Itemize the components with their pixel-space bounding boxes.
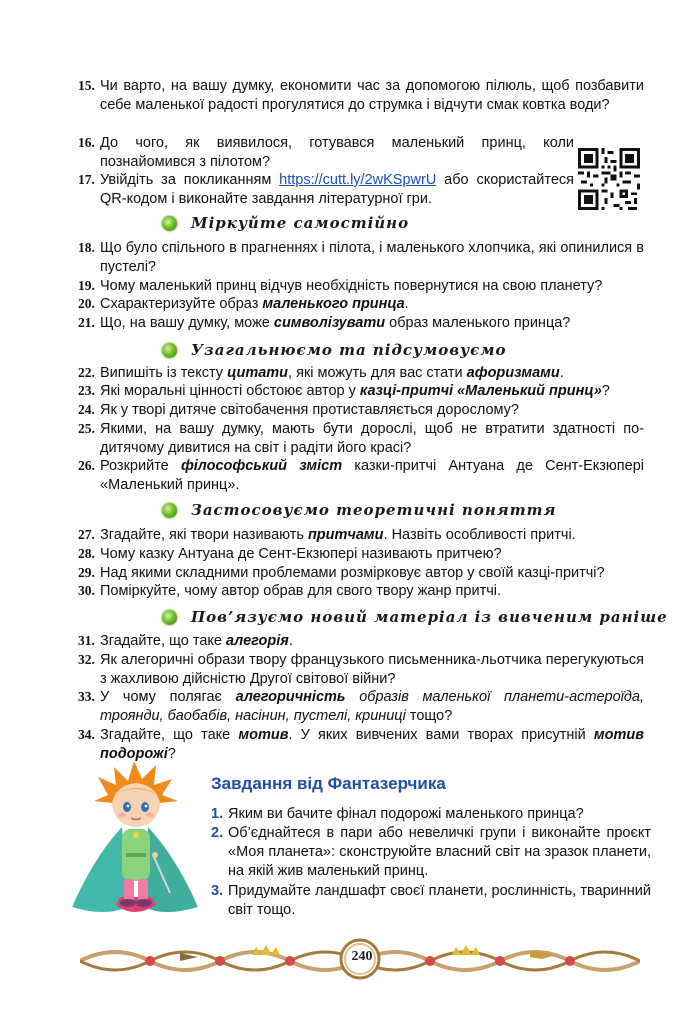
question-text: Згадайте, що таке мотив. У яких вивчених вами творах присутній мотив подорожі? [100, 727, 644, 762]
question-24 [78, 401, 644, 420]
question-number: 21. [78, 315, 95, 330]
question-25 [78, 420, 644, 457]
question-number: 34. [78, 727, 95, 742]
question-text: У чому полягає алегоричність образів маленької планети-астероїда, троянди, баобабів, насінин, пустелі, криниці тощо? [100, 689, 644, 724]
question-number: 16. [78, 135, 95, 150]
question-26 [78, 457, 644, 494]
question-20 [78, 295, 644, 314]
question-text: Як алегоричні образи твору французького письменника-льотчика перегукуються з жахливою дійсністю Другої світової війни? [100, 652, 644, 687]
green-bullet-icon [162, 343, 177, 358]
page-number: 240 [351, 949, 373, 964]
question-number: 17. [78, 172, 95, 187]
section-heading [162, 212, 409, 234]
section-title: Застосовуємо теоретичні поняття [191, 501, 557, 519]
question-30 [78, 582, 644, 601]
question-23 [78, 382, 644, 401]
question-number: 30. [78, 583, 95, 598]
section-heading [162, 606, 668, 628]
question-text: Згадайте, які твори називають притчами. Назвіть особливості притчі. [100, 527, 576, 543]
question-number: 28. [78, 546, 95, 561]
task-1 [211, 805, 651, 824]
question-27 [78, 526, 644, 545]
task-number: 3. [211, 883, 224, 899]
green-bullet-icon [162, 216, 177, 231]
question-text: Згадайте, що таке алегорія. [100, 633, 293, 649]
green-bullet-icon [162, 610, 177, 625]
question-text: Які моральні цінності обстоює автор у казці-притчі «Маленький принц»? [100, 383, 610, 399]
qr-code[interactable] [578, 148, 640, 210]
section-title: Пов’язуємо новий матеріал із вивченим раніше [191, 608, 668, 626]
question-text: Чи варто, на вашу думку, економити час за допомогою пілюль, щоб позбавити себе маленької радості прогулятися до струмка і відчути смак ковтка води? [100, 78, 644, 113]
question-17 [78, 171, 644, 208]
section-heading [162, 339, 507, 361]
task-text: Об’єднайтеся в пари або невеличкі групи і виконайте проєкт «Моя планета»: сконструюйте власний світ на зразок планети, на якій жив маленький принц. [228, 825, 651, 879]
question-number: 33. [78, 689, 95, 704]
question-text: Що було спільного в прагненнях і пілота, і маленького хлопчика, які опинилися в пустелі? [100, 240, 644, 275]
question-text: Схарактеризуйте образ маленького принца. [100, 296, 409, 312]
section-title: Узагальнюємо та підсумовуємо [191, 341, 507, 359]
question-29 [78, 564, 644, 583]
task-text: Придумайте ландшафт своєї планети, рослинність, тваринний світ тощо. [228, 883, 651, 918]
question-number: 15. [78, 78, 95, 93]
question-15 [78, 77, 644, 114]
task-text: Яким ви бачите фінал подорожі маленького принца? [228, 806, 584, 822]
question-28 [78, 545, 644, 564]
question-32 [78, 651, 644, 688]
green-bullet-icon [162, 503, 177, 518]
little-prince-illustration [64, 757, 204, 922]
question-text: Що, на вашу думку, може символізувати образ маленького принца? [100, 315, 571, 331]
question-text: Випишіть із тексту цитати, які можуть для вас стати афоризмами. [100, 365, 564, 381]
question-number: 25. [78, 421, 95, 436]
question-33 [78, 688, 644, 725]
cutt-link[interactable]: https://cutt.ly/2wKSpwrU [279, 172, 437, 188]
question-31 [78, 632, 644, 651]
question-number: 18. [78, 240, 95, 255]
question-number: 31. [78, 633, 95, 648]
question-number: 32. [78, 652, 95, 667]
question-text: Увійдіть за покликанням https://cutt.ly/2wKSpwrU або скористайтеся QR-кодом і виконайте завдання літературної гри. [100, 172, 574, 207]
section-heading [162, 499, 556, 521]
tasks-title: Завдання від Фантазерчика [211, 774, 446, 793]
question-19 [78, 277, 644, 296]
question-18 [78, 239, 644, 276]
question-number: 23. [78, 383, 95, 398]
task-2 [211, 824, 651, 881]
question-text: Поміркуйте, чому автор обрав для свого твору жанр притчі. [100, 583, 502, 599]
task-number: 2. [211, 825, 224, 841]
question-text: Над якими складними проблемами розмірковує автор у своїй казці-притчі? [100, 565, 605, 581]
question-22 [78, 364, 644, 383]
question-number: 24. [78, 402, 95, 417]
question-text: Якими, на вашу думку, мають бути дорослі, щоб не втратити здатності по-дитячому дивитися на світ і радіти його красі? [100, 421, 644, 456]
question-text: До чого, як виявилося, готувався маленький принц, коли познайомився з пілотом? [100, 135, 574, 170]
question-number: 20. [78, 296, 95, 311]
question-number: 27. [78, 527, 95, 542]
question-21 [78, 314, 644, 333]
question-number: 29. [78, 565, 95, 580]
question-text: Як у творі дитяче світобачення протиставляється дорослому? [100, 402, 519, 418]
question-number: 26. [78, 458, 95, 473]
question-text: Чому маленький принц відчув необхідність повернутися на свою планету? [100, 278, 603, 294]
question-text: Розкрийте філософський зміст казки-притчі Антуана де Сент-Екзюпері «Маленький принц». [100, 458, 645, 493]
task-3 [211, 882, 651, 920]
question-number: 22. [78, 365, 95, 380]
question-number: 19. [78, 278, 95, 293]
task-number: 1. [211, 806, 224, 822]
section-title: Міркуйте самостійно [191, 214, 410, 232]
question-16 [78, 134, 644, 171]
question-text: Чому казку Антуана де Сент-Екзюпері називають притчею? [100, 546, 502, 562]
